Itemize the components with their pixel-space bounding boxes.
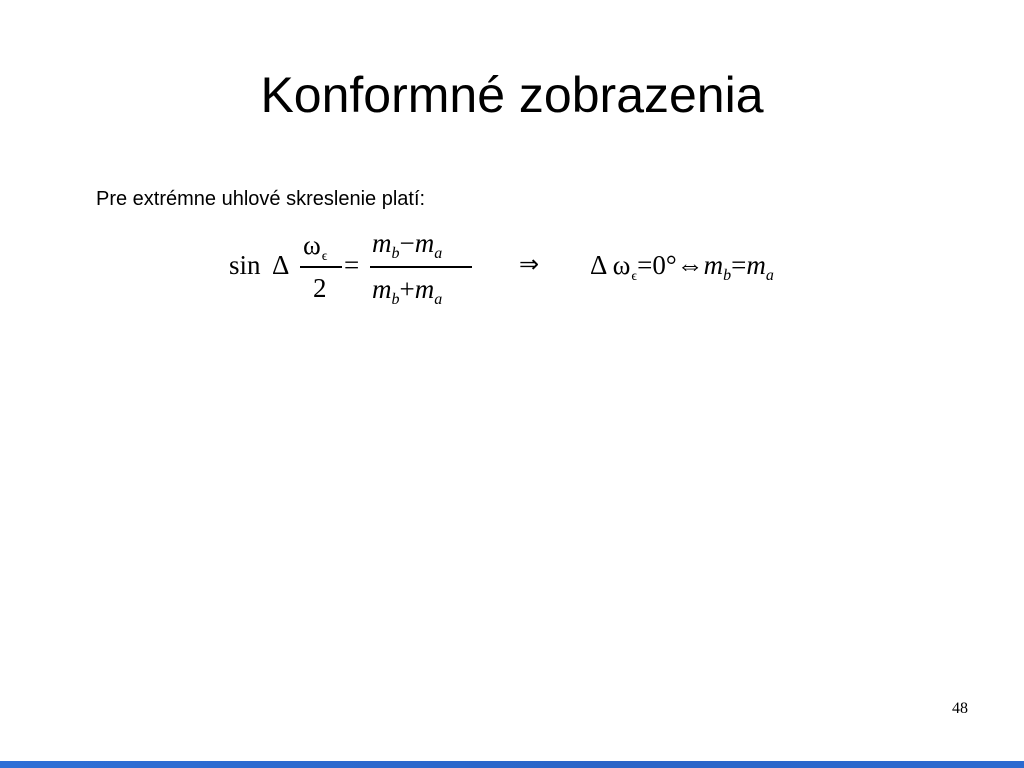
sin-operator: sin <box>229 250 261 280</box>
fraction-bar-left <box>300 266 342 268</box>
implies-arrow: ⇒ <box>519 252 540 278</box>
intro-text: Pre extrémne uhlové skreslenie platí: <box>96 188 426 210</box>
fraction-bar-right <box>370 266 472 268</box>
delta-symbol: Δ <box>272 250 290 280</box>
denominator-sum: $m_b+m_a$ <box>372 274 443 308</box>
page-number: 48 <box>952 700 968 717</box>
fraction-numerator-omega: $\omega_\epsilon$ <box>303 230 328 264</box>
fraction-denominator-two: 2 <box>313 273 327 303</box>
equals-sign: = <box>344 250 360 280</box>
slide-title: Konformné zobrazenia <box>260 67 764 123</box>
numerator-difference: $m_b-m_a$ <box>372 228 443 262</box>
footer-accent-bar <box>0 761 1024 768</box>
result-expression: Δ $\omega_\epsilon=0^\circ\Leftrightarrow m_b=m_a$ <box>590 250 774 284</box>
